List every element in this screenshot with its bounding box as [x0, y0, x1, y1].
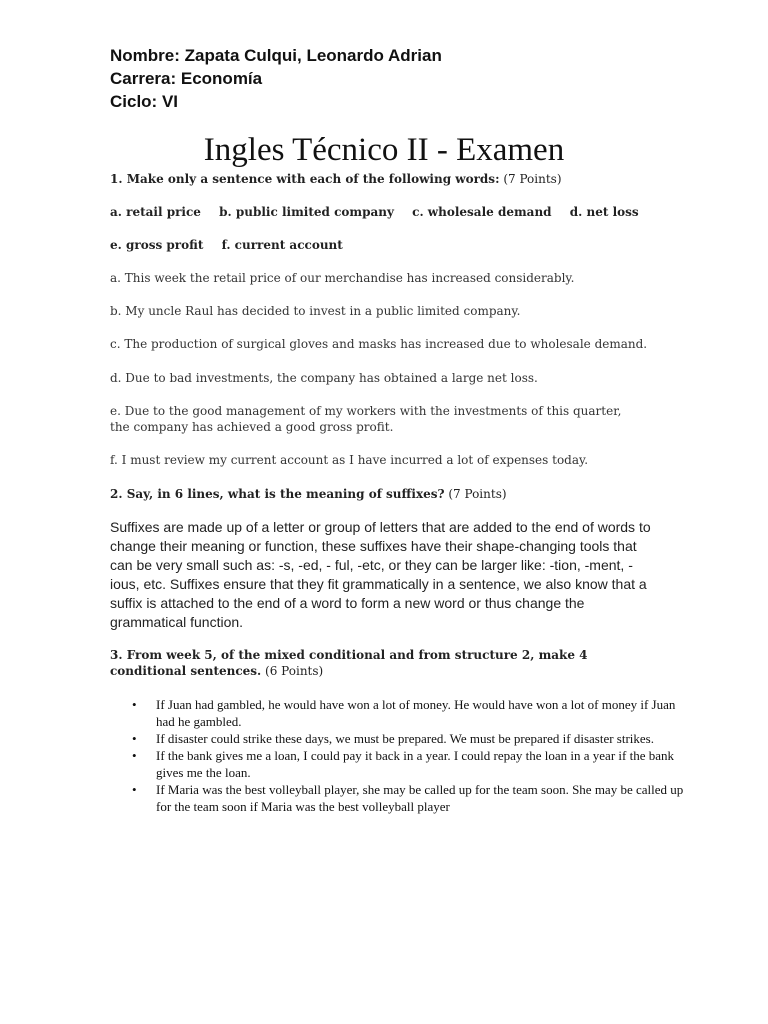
bullet-icon: • — [132, 782, 137, 797]
answer-b: b. My uncle Raul has decided to invest in a public limited company. — [110, 304, 521, 318]
list-item-text: If disaster could strike these days, we must be prepared. We must be prepared if disaster strikes. — [156, 731, 654, 746]
question-1-text: 1. Make only a sentence with each of the following words: — [110, 172, 500, 186]
answer-a: a. This week the retail price of our merchandise has increased considerably. — [110, 271, 575, 285]
list-item-text: If the bank gives me a loan, I could pay it back in a year. I could repay the loan in a year if the bank gives me the loan. — [156, 748, 675, 780]
question-2-text: 2. Say, in 6 lines, what is the meaning of suffixes? — [110, 487, 445, 501]
bullet-icon: • — [132, 748, 137, 763]
question-2-prompt — [110, 486, 670, 502]
page-title: Ingles Técnico II - Examen — [203, 132, 565, 168]
question-2-answer: Suffixes are made up of a letter or group of letters that are added to the end of words to change their meaning or function, these suffixes have their shape-changing tools that can be very small such as: -s, -ed, - ful, -etc, or they can be larger like: -tion, -ment, -ious, etc. Suffixes ensure that they fit grammatically in a sentence, we also know that a suffix is attached to the end of a word to form a new word or thus change the grammatical function. — [110, 519, 651, 630]
conditional-sentences-list — [110, 696, 690, 815]
list-item — [110, 730, 690, 747]
bullet-icon: • — [132, 697, 137, 712]
answer-d: d. Due to bad investments, the company has obtained a large net loss. — [110, 371, 538, 385]
list-item — [110, 747, 690, 781]
word-item: c. wholesale demand — [412, 205, 552, 219]
word-item: a. retail price — [110, 205, 201, 219]
word-list-row-2 — [110, 237, 670, 253]
question-3-prompt — [110, 647, 650, 679]
list-item-text: If Maria was the best volleyball player, she may be called up for the team soon. She may be called up for the team soon if Maria was the best volleyball player — [156, 782, 684, 814]
question-3-points: (6 Points) — [265, 664, 324, 678]
student-cycle: Ciclo: VI — [110, 92, 179, 111]
student-name: Nombre: Zapata Culqui, Leonardo Adrian — [110, 46, 442, 65]
answer-e: e. Due to the good management of my workers with the investments of this quarter, the company has achieved a good gross profit. — [110, 404, 622, 434]
word-item: f. current account — [221, 238, 343, 252]
word-list-row-1 — [110, 204, 710, 220]
answer-f: f. I must review my current account as I have incurred a lot of expenses today. — [110, 453, 589, 467]
list-item — [110, 781, 690, 815]
student-header — [110, 44, 442, 113]
list-item-text: If Juan had gambled, he would have won a lot of money. He would have won a lot of money if Juan had he gambled. — [156, 697, 676, 729]
word-item: d. net loss — [569, 205, 639, 219]
question-1-prompt — [110, 171, 670, 187]
word-item: e. gross profit — [110, 238, 204, 252]
answer-c: c. The production of surgical gloves and masks has increased due to wholesale demand. — [110, 337, 648, 351]
bullet-icon: • — [132, 731, 137, 746]
word-item: b. public limited company — [219, 205, 394, 219]
question-2-points: (7 Points) — [448, 487, 507, 501]
question-1-points: (7 Points) — [503, 172, 562, 186]
list-item — [110, 696, 690, 730]
question-3-text: 3. From week 5, of the mixed conditional and from structure 2, make 4 conditional sentences. — [110, 648, 588, 678]
student-career: Carrera: Economía — [110, 69, 263, 88]
